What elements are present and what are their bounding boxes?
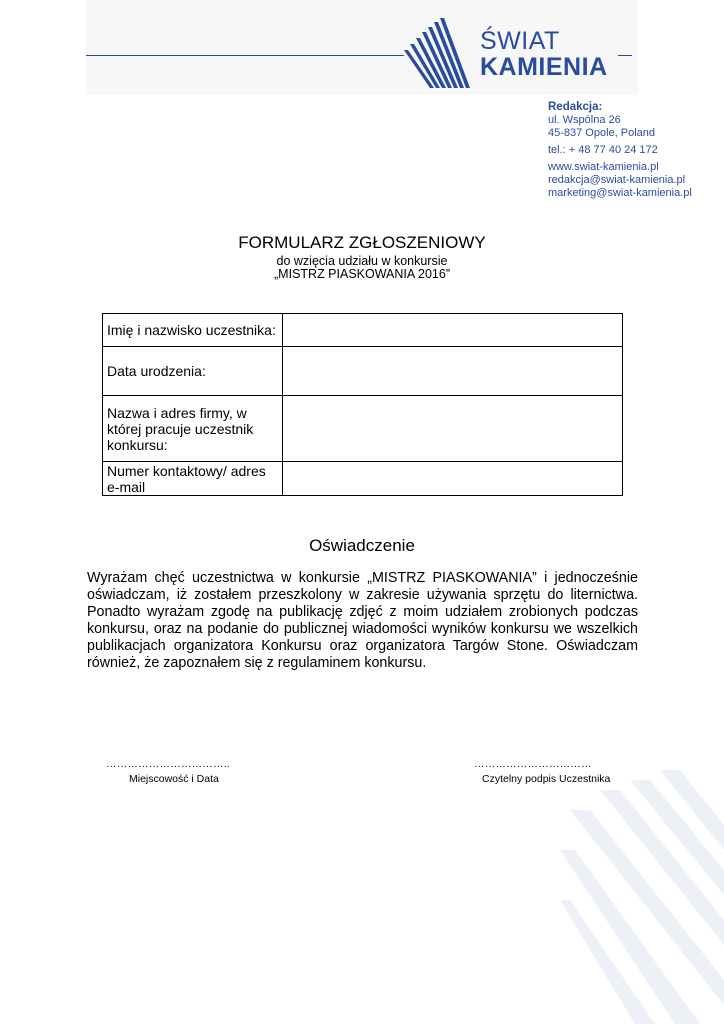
brand-line2: KAMIENIA [480,53,608,81]
signature-line: …………………………….. [106,758,230,770]
contact-label: Redakcja: [548,101,603,113]
contest-name: „MISTRZ PIASKOWANIA 2016” [274,267,450,281]
header-rule-right [618,55,632,56]
contact-email-marketing[interactable]: marketing@swiat-kamienia.pl [548,187,692,199]
form-title: FORMULARZ ZGŁOSZENIOWY [238,233,486,252]
form-value-contact[interactable] [283,462,623,496]
contact-street: ul. Wspólna 26 [548,114,621,126]
form-label: Data urodzenia: [103,347,283,396]
form-row-birthdate [103,347,623,396]
stone-logo-icon [402,18,482,90]
form-value-name[interactable] [283,314,623,347]
form-value-birthdate[interactable] [283,347,623,396]
declaration-title: Oświadczenie [309,536,415,555]
declaration-body [87,570,638,672]
declaration-text: Wyrażam chęć uczestnictwa w konkursie „MISTRZ PIASKOWANIA” i jednocześnie oświadczam, iż zostałem przeszkolony w zakresie używania sprzętu do liternictwa. Ponadto wyrażam zgodę na publikację zdjęć z moim udziałem zrobionych podczas konkursu, oraz na podanie do publicznej wiadomości wyników konkursu we wszelkich publikacjach organizatora Konkursu oraz organizatora Targów Stone. Oświadczam również, że zapoznałem się z regulaminem konkursu. [87,570,638,671]
contact-email-editorial[interactable]: redakcja@swiat-kamienia.pl [548,174,686,186]
form-row-name [103,314,623,347]
contact-phone: tel.: + 48 77 40 24 172 [548,144,658,156]
signature-line: …………………………… [474,758,592,770]
form-row-company [103,396,623,462]
contact-web-link[interactable]: www.swiat-kamienia.pl [548,161,659,173]
signature-place-date [106,758,230,785]
brand-logo [480,28,608,80]
header-rule-left [86,55,404,56]
brand-line1: ŚWIAT [480,27,560,55]
signature-caption: Miejscowość i Data [129,773,219,785]
form-value-company[interactable] [283,396,623,462]
watermark-stripes-icon [560,770,724,1024]
form-label: Imię i nazwisko uczestnika: [103,314,283,347]
application-form-table [102,313,623,496]
contact-city: 45-837 Opole, Poland [548,127,656,139]
form-label: Numer kontaktowy/ adres e-mail [103,462,283,496]
signature-caption: Czytelny podpis Uczestnika [482,773,611,785]
form-label: Nazwa i adres firmy, w której pracuje uczestnik konkursu: [103,396,283,462]
contact-block [548,101,692,200]
form-subtitle: do wzięcia udziału w konkursie [276,254,448,268]
form-row-contact [103,462,623,496]
